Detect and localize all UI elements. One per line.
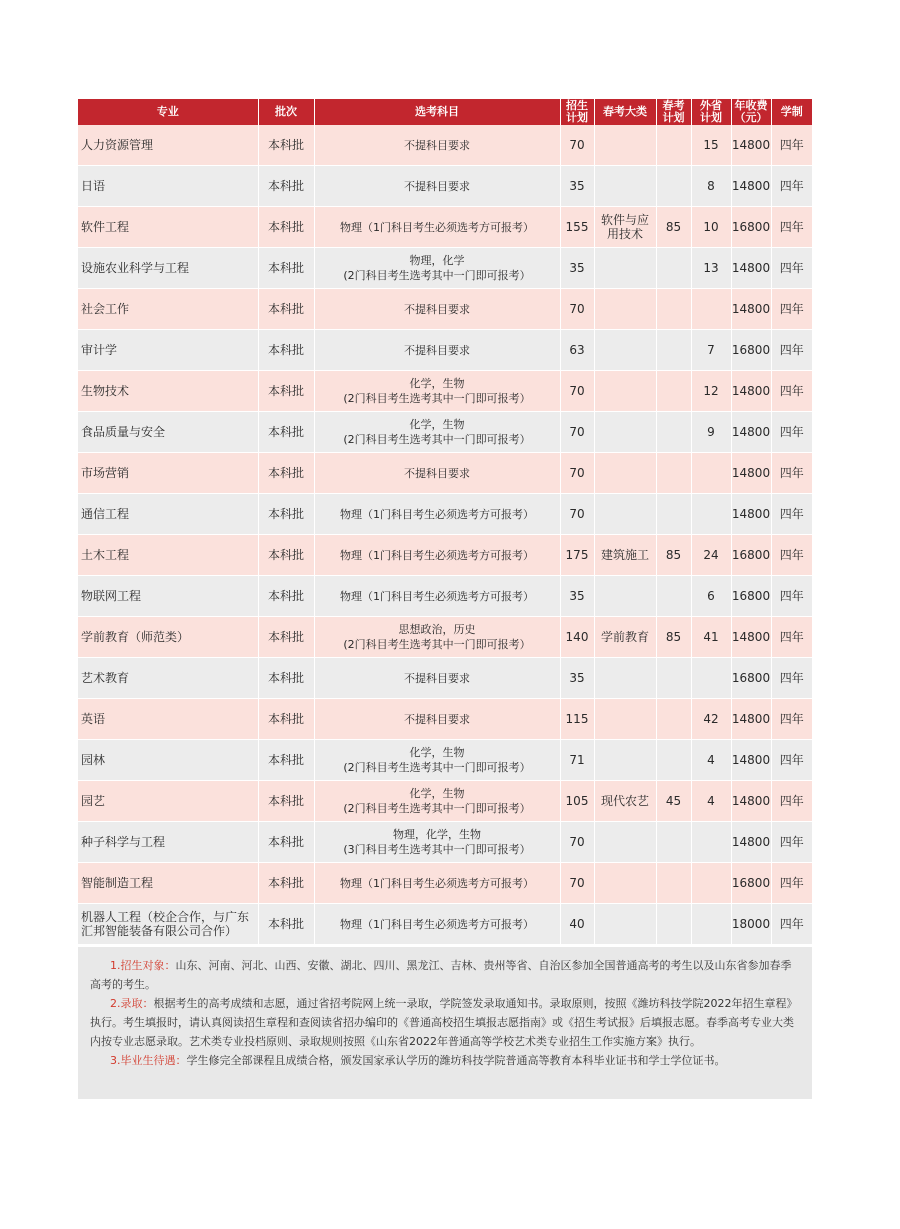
cell-spring-plan: [656, 904, 691, 945]
cell-plan: 35: [560, 166, 594, 207]
cell-major: 设施农业科学与工程: [78, 248, 258, 289]
cell-annual-fee: 14800: [731, 822, 771, 863]
header-batch: 批次: [258, 99, 314, 125]
cell-spring-category: 学前教育: [594, 617, 656, 658]
header-plan: 招生 计划: [560, 99, 594, 125]
cell-duration: 四年: [771, 125, 812, 166]
cell-batch: 本科批: [258, 699, 314, 740]
cell-duration: 四年: [771, 863, 812, 904]
cell-batch: 本科批: [258, 658, 314, 699]
cell-spring-plan: [656, 166, 691, 207]
cell-out-province-plan: 10: [691, 207, 731, 248]
cell-annual-fee: 16800: [731, 535, 771, 576]
cell-annual-fee: 14800: [731, 617, 771, 658]
cell-subject: 物理（1门科目考生必须选考方可报考）: [314, 863, 560, 904]
cell-major: 土木工程: [78, 535, 258, 576]
cell-subject: 化学，生物 (2门科目考生选考其中一门即可报考）: [314, 412, 560, 453]
cell-batch: 本科批: [258, 248, 314, 289]
cell-major: 通信工程: [78, 494, 258, 535]
cell-spring-plan: [656, 699, 691, 740]
cell-subject: 不提科目要求: [314, 166, 560, 207]
table-row: [78, 904, 812, 945]
cell-annual-fee: 16800: [731, 207, 771, 248]
cell-major: 艺术教育: [78, 658, 258, 699]
cell-plan: 175: [560, 535, 594, 576]
cell-spring-category: [594, 576, 656, 617]
cell-duration: 四年: [771, 535, 812, 576]
table-row: [78, 535, 812, 576]
cell-subject: 物理（1门科目考生必须选考方可报考）: [314, 535, 560, 576]
cell-annual-fee: 14800: [731, 740, 771, 781]
cell-spring-plan: 85: [656, 535, 691, 576]
cell-out-province-plan: 4: [691, 740, 731, 781]
cell-duration: 四年: [771, 207, 812, 248]
cell-plan: 115: [560, 699, 594, 740]
cell-duration: 四年: [771, 330, 812, 371]
cell-annual-fee: 16800: [731, 576, 771, 617]
cell-out-province-plan: 15: [691, 125, 731, 166]
cell-annual-fee: 16800: [731, 863, 771, 904]
cell-spring-plan: [656, 330, 691, 371]
cell-out-province-plan: 13: [691, 248, 731, 289]
cell-batch: 本科批: [258, 740, 314, 781]
table-row: [78, 330, 812, 371]
cell-plan: 70: [560, 822, 594, 863]
cell-spring-category: [594, 166, 656, 207]
cell-spring-plan: 85: [656, 617, 691, 658]
cell-batch: 本科批: [258, 781, 314, 822]
cell-plan: 105: [560, 781, 594, 822]
cell-annual-fee: 14800: [731, 125, 771, 166]
cell-spring-plan: 85: [656, 207, 691, 248]
cell-out-province-plan: 6: [691, 576, 731, 617]
cell-out-province-plan: 12: [691, 371, 731, 412]
cell-batch: 本科批: [258, 125, 314, 166]
cell-subject: 物理（1门科目考生必须选考方可报考）: [314, 494, 560, 535]
cell-spring-category: 软件与应 用技术: [594, 207, 656, 248]
cell-plan: 70: [560, 453, 594, 494]
table-row: [78, 248, 812, 289]
cell-plan: 70: [560, 371, 594, 412]
table-header-row: [78, 99, 812, 125]
cell-subject: 思想政治，历史 (2门科目考生选考其中一门即可报考）: [314, 617, 560, 658]
cell-spring-plan: [656, 863, 691, 904]
cell-subject: 化学，生物 (2门科目考生选考其中一门即可报考）: [314, 740, 560, 781]
table-row: [78, 863, 812, 904]
cell-subject: 不提科目要求: [314, 658, 560, 699]
cell-annual-fee: 14800: [731, 289, 771, 330]
table-row: [78, 658, 812, 699]
cell-batch: 本科批: [258, 494, 314, 535]
cell-major: 社会工作: [78, 289, 258, 330]
cell-spring-plan: [656, 125, 691, 166]
cell-plan: 70: [560, 289, 594, 330]
cell-spring-category: [594, 699, 656, 740]
cell-plan: 40: [560, 904, 594, 945]
cell-batch: 本科批: [258, 166, 314, 207]
cell-spring-category: [594, 289, 656, 330]
cell-spring-plan: [656, 576, 691, 617]
cell-spring-plan: [656, 371, 691, 412]
table-row: [78, 289, 812, 330]
cell-duration: 四年: [771, 822, 812, 863]
cell-out-province-plan: 8: [691, 166, 731, 207]
cell-duration: 四年: [771, 658, 812, 699]
cell-duration: 四年: [771, 699, 812, 740]
cell-major: 市场营销: [78, 453, 258, 494]
cell-spring-plan: [656, 494, 691, 535]
table-row: [78, 494, 812, 535]
cell-out-province-plan: [691, 289, 731, 330]
cell-subject: 物理，化学 (2门科目考生选考其中一门即可报考）: [314, 248, 560, 289]
cell-spring-category: [594, 494, 656, 535]
cell-duration: 四年: [771, 904, 812, 945]
cell-subject: 化学，生物 (2门科目考生选考其中一门即可报考）: [314, 371, 560, 412]
note-admission-target: [90, 956, 800, 994]
cell-out-province-plan: 24: [691, 535, 731, 576]
cell-spring-category: [594, 330, 656, 371]
note-admission-rules: [90, 994, 800, 1051]
cell-annual-fee: 14800: [731, 781, 771, 822]
note-label: 3.毕业生待遇：: [110, 1054, 187, 1067]
cell-duration: 四年: [771, 248, 812, 289]
cell-duration: 四年: [771, 494, 812, 535]
cell-subject: 不提科目要求: [314, 453, 560, 494]
note-graduate-benefits: [90, 1051, 800, 1070]
cell-major: 日语: [78, 166, 258, 207]
cell-out-province-plan: 42: [691, 699, 731, 740]
cell-annual-fee: 14800: [731, 699, 771, 740]
cell-annual-fee: 18000: [731, 904, 771, 945]
cell-spring-plan: [656, 248, 691, 289]
cell-batch: 本科批: [258, 330, 314, 371]
notes-box: [78, 947, 812, 1099]
cell-major: 软件工程: [78, 207, 258, 248]
cell-subject: 物理（1门科目考生必须选考方可报考）: [314, 904, 560, 945]
table-row: [78, 371, 812, 412]
table-row: [78, 125, 812, 166]
cell-spring-category: [594, 248, 656, 289]
table-row: [78, 740, 812, 781]
cell-spring-category: [594, 658, 656, 699]
cell-out-province-plan: 4: [691, 781, 731, 822]
note-text: 根据考生的高考成绩和志愿，通过省招考院网上统一录取，学院签发录取通知书。录取原则，按照《潍坊科技学院2022年招生章程》执行。考生填报时，请认真阅读招生章程和查阅读省招办编印的《普通高校招生填报志愿指南》或《招生考试报》后填报志愿。春季高考专业大类内按专业志愿录取。艺术类专业投档原则、录取规则按照《山东省2022年普通高等学校艺术类专业招生工作实施方案》执行。: [90, 997, 798, 1048]
cell-annual-fee: 14800: [731, 412, 771, 453]
cell-major: 人力资源管理: [78, 125, 258, 166]
cell-spring-category: [594, 863, 656, 904]
cell-subject: 物理（1门科目考生必须选考方可报考）: [314, 576, 560, 617]
header-annual-fee: 年收费 （元）: [731, 99, 771, 125]
cell-plan: 70: [560, 125, 594, 166]
cell-subject: 不提科目要求: [314, 125, 560, 166]
cell-plan: 140: [560, 617, 594, 658]
cell-major: 审计学: [78, 330, 258, 371]
note-label: 2.录取：: [110, 997, 154, 1010]
cell-subject: 不提科目要求: [314, 330, 560, 371]
cell-plan: 71: [560, 740, 594, 781]
cell-major: 园林: [78, 740, 258, 781]
cell-plan: 63: [560, 330, 594, 371]
header-spring-plan: 春考 计划: [656, 99, 691, 125]
cell-duration: 四年: [771, 617, 812, 658]
cell-spring-category: [594, 904, 656, 945]
cell-batch: 本科批: [258, 904, 314, 945]
cell-subject: 化学，生物 (2门科目考生选考其中一门即可报考）: [314, 781, 560, 822]
note-label: 1.招生对象：: [110, 959, 176, 972]
header-out-province-plan: 外省 计划: [691, 99, 731, 125]
cell-duration: 四年: [771, 289, 812, 330]
cell-batch: 本科批: [258, 617, 314, 658]
cell-spring-category: [594, 453, 656, 494]
cell-batch: 本科批: [258, 822, 314, 863]
cell-major: 智能制造工程: [78, 863, 258, 904]
cell-plan: 155: [560, 207, 594, 248]
table-row: [78, 617, 812, 658]
cell-subject: 不提科目要求: [314, 289, 560, 330]
cell-batch: 本科批: [258, 535, 314, 576]
cell-subject: 物理，化学，生物 (3门科目考生选考其中一门即可报考）: [314, 822, 560, 863]
table-row: [78, 699, 812, 740]
table-row: [78, 412, 812, 453]
cell-batch: 本科批: [258, 412, 314, 453]
cell-duration: 四年: [771, 453, 812, 494]
cell-batch: 本科批: [258, 371, 314, 412]
table-row: [78, 207, 812, 248]
cell-spring-plan: [656, 453, 691, 494]
cell-duration: 四年: [771, 412, 812, 453]
cell-annual-fee: 14800: [731, 371, 771, 412]
cell-plan: 70: [560, 412, 594, 453]
table-row: [78, 781, 812, 822]
cell-out-province-plan: [691, 453, 731, 494]
cell-plan: 35: [560, 248, 594, 289]
cell-batch: 本科批: [258, 207, 314, 248]
cell-spring-plan: [656, 822, 691, 863]
table-row: [78, 453, 812, 494]
header-duration: 学制: [771, 99, 812, 125]
cell-out-province-plan: [691, 822, 731, 863]
cell-spring-category: [594, 412, 656, 453]
cell-spring-category: [594, 371, 656, 412]
cell-duration: 四年: [771, 576, 812, 617]
cell-plan: 70: [560, 863, 594, 904]
cell-annual-fee: 14800: [731, 248, 771, 289]
table-body: [78, 125, 812, 945]
cell-subject: 物理（1门科目考生必须选考方可报考）: [314, 207, 560, 248]
cell-duration: 四年: [771, 740, 812, 781]
cell-batch: 本科批: [258, 863, 314, 904]
cell-annual-fee: 14800: [731, 494, 771, 535]
cell-out-province-plan: [691, 658, 731, 699]
cell-spring-plan: 45: [656, 781, 691, 822]
cell-out-province-plan: [691, 904, 731, 945]
cell-out-province-plan: 7: [691, 330, 731, 371]
cell-major: 园艺: [78, 781, 258, 822]
cell-out-province-plan: 9: [691, 412, 731, 453]
cell-major: 学前教育（师范类）: [78, 617, 258, 658]
cell-major: 机器人工程（校企合作，与广东汇邦智能装备有限公司合作）: [78, 904, 258, 945]
cell-out-province-plan: 41: [691, 617, 731, 658]
table-row: [78, 822, 812, 863]
cell-annual-fee: 16800: [731, 330, 771, 371]
cell-major: 物联网工程: [78, 576, 258, 617]
note-text: 山东、河南、河北、山西、安徽、湖北、四川、黑龙江、吉林、贵州等省、自治区参加全国普通高考的考生以及山东省参加春季高考的考生。: [90, 959, 792, 991]
cell-major: 英语: [78, 699, 258, 740]
cell-spring-plan: [656, 412, 691, 453]
cell-batch: 本科批: [258, 289, 314, 330]
cell-plan: 35: [560, 576, 594, 617]
table-row: [78, 576, 812, 617]
cell-batch: 本科批: [258, 453, 314, 494]
header-major: 专业: [78, 99, 258, 125]
cell-spring-plan: [656, 740, 691, 781]
cell-major: 生物技术: [78, 371, 258, 412]
cell-batch: 本科批: [258, 576, 314, 617]
header-subject: 选考科目: [314, 99, 560, 125]
note-text: 学生修完全部课程且成绩合格，颁发国家承认学历的潍坊科技学院普通高等教育本科毕业证书和学士学位证书。: [186, 1054, 726, 1067]
cell-spring-category: [594, 125, 656, 166]
cell-duration: 四年: [771, 371, 812, 412]
cell-major: 食品质量与安全: [78, 412, 258, 453]
table-row: [78, 166, 812, 207]
cell-spring-category: 建筑施工: [594, 535, 656, 576]
cell-major: 种子科学与工程: [78, 822, 258, 863]
cell-plan: 70: [560, 494, 594, 535]
cell-out-province-plan: [691, 494, 731, 535]
cell-spring-plan: [656, 289, 691, 330]
header-spring-category: 春考大类: [594, 99, 656, 125]
cell-spring-category: [594, 822, 656, 863]
admission-plan-table: [78, 99, 812, 945]
cell-annual-fee: 14800: [731, 166, 771, 207]
cell-spring-plan: [656, 658, 691, 699]
cell-duration: 四年: [771, 781, 812, 822]
cell-annual-fee: 14800: [731, 453, 771, 494]
cell-spring-category: 现代农艺: [594, 781, 656, 822]
cell-subject: 不提科目要求: [314, 699, 560, 740]
cell-annual-fee: 16800: [731, 658, 771, 699]
cell-duration: 四年: [771, 166, 812, 207]
cell-spring-category: [594, 740, 656, 781]
cell-plan: 35: [560, 658, 594, 699]
cell-out-province-plan: [691, 863, 731, 904]
